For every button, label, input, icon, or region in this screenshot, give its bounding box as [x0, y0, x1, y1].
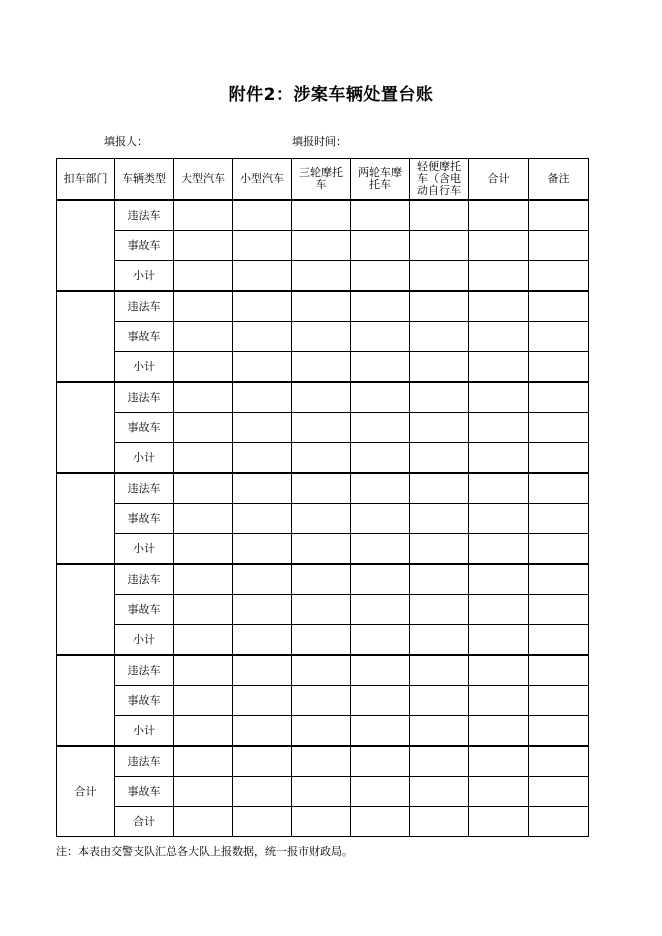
data-cell[interactable]: [174, 473, 233, 504]
data-cell[interactable]: [233, 564, 292, 595]
data-cell[interactable]: [410, 413, 469, 443]
header-vehicle-type: 车辆类型: [115, 159, 174, 201]
data-cell[interactable]: [233, 807, 292, 837]
data-cell[interactable]: [233, 352, 292, 383]
data-cell[interactable]: [174, 261, 233, 292]
data-cell[interactable]: [174, 504, 233, 534]
data-cell[interactable]: [469, 322, 529, 352]
data-cell[interactable]: [292, 231, 351, 261]
data-cell[interactable]: [292, 746, 351, 777]
data-cell[interactable]: [410, 595, 469, 625]
data-cell[interactable]: [529, 443, 589, 474]
table-row: [57, 200, 589, 231]
data-cell[interactable]: [292, 716, 351, 747]
data-cell[interactable]: [469, 291, 529, 322]
dept-cell[interactable]: [57, 291, 115, 382]
data-cell[interactable]: [351, 382, 410, 413]
data-cell[interactable]: [351, 625, 410, 656]
data-cell[interactable]: [469, 352, 529, 383]
data-cell[interactable]: [469, 504, 529, 534]
data-cell[interactable]: [351, 200, 410, 231]
table-row: [57, 625, 589, 656]
data-cell[interactable]: [469, 443, 529, 474]
data-cell[interactable]: [233, 200, 292, 231]
data-cell[interactable]: [292, 534, 351, 565]
data-cell[interactable]: [174, 534, 233, 565]
data-cell[interactable]: [233, 443, 292, 474]
data-cell[interactable]: [469, 716, 529, 747]
data-cell[interactable]: [410, 291, 469, 322]
header-light-motorcycle: 轻便摩托车（含电动自行车: [410, 159, 469, 201]
table-row: [57, 473, 589, 504]
data-cell[interactable]: [292, 322, 351, 352]
data-cell[interactable]: [529, 655, 589, 686]
table-row: [57, 595, 589, 625]
data-cell[interactable]: [529, 382, 589, 413]
data-cell[interactable]: [529, 564, 589, 595]
data-cell[interactable]: [351, 231, 410, 261]
data-cell[interactable]: [351, 746, 410, 777]
table-row: [57, 443, 589, 474]
data-cell[interactable]: [292, 777, 351, 807]
data-cell[interactable]: [292, 655, 351, 686]
vehicle-category-cell: 违法车: [115, 382, 174, 413]
data-cell[interactable]: [529, 716, 589, 747]
data-cell[interactable]: [233, 291, 292, 322]
data-cell[interactable]: [174, 413, 233, 443]
vehicle-category-cell: 事故车: [115, 413, 174, 443]
data-cell[interactable]: [233, 686, 292, 716]
data-cell[interactable]: [292, 595, 351, 625]
vehicle-category-cell: 事故车: [115, 595, 174, 625]
data-cell[interactable]: [292, 382, 351, 413]
data-cell[interactable]: [292, 686, 351, 716]
header-two-wheel-motorcycle: 两轮车摩托车: [351, 159, 410, 201]
data-cell[interactable]: [469, 231, 529, 261]
data-cell[interactable]: [469, 413, 529, 443]
data-cell[interactable]: [351, 413, 410, 443]
data-cell[interactable]: [529, 473, 589, 504]
data-cell[interactable]: [410, 534, 469, 565]
dept-cell[interactable]: [57, 200, 115, 291]
data-cell[interactable]: [529, 746, 589, 777]
data-cell[interactable]: [233, 595, 292, 625]
table-row: [57, 716, 589, 747]
vehicle-category-cell: 小计: [115, 352, 174, 383]
table-row: [57, 413, 589, 443]
data-cell[interactable]: [351, 352, 410, 383]
data-cell[interactable]: [233, 777, 292, 807]
data-cell[interactable]: [292, 504, 351, 534]
header-tricycle: 三轮摩托车: [292, 159, 351, 201]
vehicle-category-cell: 小计: [115, 625, 174, 656]
header-total: 合计: [469, 159, 529, 201]
dept-cell[interactable]: [57, 564, 115, 655]
table-row: [57, 655, 589, 686]
data-cell[interactable]: [529, 595, 589, 625]
data-cell[interactable]: [174, 655, 233, 686]
data-cell[interactable]: [292, 473, 351, 504]
vehicle-category-cell: 事故车: [115, 686, 174, 716]
data-cell[interactable]: [469, 746, 529, 777]
table-row: [57, 746, 589, 777]
vehicle-category-cell: 违法车: [115, 473, 174, 504]
data-cell[interactable]: [469, 534, 529, 565]
data-cell[interactable]: [292, 807, 351, 837]
data-cell[interactable]: [292, 564, 351, 595]
vehicle-category-cell: 小计: [115, 716, 174, 747]
dept-cell[interactable]: [57, 655, 115, 746]
data-cell[interactable]: [469, 261, 529, 292]
data-cell[interactable]: [410, 200, 469, 231]
data-cell[interactable]: [174, 564, 233, 595]
data-cell[interactable]: [410, 807, 469, 837]
data-cell[interactable]: [292, 200, 351, 231]
data-cell[interactable]: [233, 261, 292, 292]
header-large-car: 大型汽车: [174, 159, 233, 201]
data-cell[interactable]: [410, 716, 469, 747]
data-cell[interactable]: [410, 625, 469, 656]
data-cell[interactable]: [469, 686, 529, 716]
table-row: [57, 504, 589, 534]
data-cell[interactable]: [410, 777, 469, 807]
table-header-row: [57, 159, 589, 201]
data-cell[interactable]: [174, 777, 233, 807]
data-cell[interactable]: [410, 504, 469, 534]
vehicle-category-cell: 事故车: [115, 777, 174, 807]
data-cell[interactable]: [351, 807, 410, 837]
data-cell[interactable]: [233, 231, 292, 261]
data-cell[interactable]: [233, 716, 292, 747]
data-cell[interactable]: [529, 534, 589, 565]
data-cell[interactable]: [292, 625, 351, 656]
data-cell[interactable]: [469, 382, 529, 413]
vehicle-category-cell: 事故车: [115, 322, 174, 352]
vehicle-category-cell: 小计: [115, 534, 174, 565]
data-cell[interactable]: [233, 625, 292, 656]
data-cell[interactable]: [410, 655, 469, 686]
data-cell[interactable]: [174, 231, 233, 261]
data-cell[interactable]: [529, 504, 589, 534]
table-row: [57, 352, 589, 383]
dept-cell[interactable]: [57, 473, 115, 564]
data-cell[interactable]: [529, 261, 589, 292]
header-dept: 扣车部门: [57, 159, 115, 201]
report-time-label: 填报时间：: [292, 135, 347, 148]
data-cell[interactable]: [351, 716, 410, 747]
data-cell[interactable]: [233, 746, 292, 777]
data-cell[interactable]: [351, 595, 410, 625]
data-cell[interactable]: [410, 443, 469, 474]
data-cell[interactable]: [292, 413, 351, 443]
data-cell[interactable]: [233, 534, 292, 565]
data-cell[interactable]: [529, 291, 589, 322]
data-cell[interactable]: [469, 625, 529, 656]
vehicle-category-cell: 事故车: [115, 231, 174, 261]
vehicle-category-cell: 违法车: [115, 746, 174, 777]
data-cell[interactable]: [469, 564, 529, 595]
data-cell[interactable]: [174, 382, 233, 413]
data-cell[interactable]: [351, 261, 410, 292]
reporter-label: 填报人：: [104, 135, 148, 148]
data-cell[interactable]: [529, 625, 589, 656]
table-row: [57, 777, 589, 807]
data-cell[interactable]: [410, 322, 469, 352]
data-cell[interactable]: [469, 595, 529, 625]
data-cell[interactable]: [351, 291, 410, 322]
data-cell[interactable]: [233, 322, 292, 352]
data-cell[interactable]: [174, 686, 233, 716]
table-row: [57, 291, 589, 322]
data-cell[interactable]: [233, 655, 292, 686]
data-cell[interactable]: [410, 352, 469, 383]
data-cell[interactable]: [174, 746, 233, 777]
data-cell[interactable]: [233, 382, 292, 413]
table-row: [57, 807, 589, 837]
data-cell[interactable]: [233, 413, 292, 443]
table-body: [57, 200, 589, 837]
data-cell[interactable]: [410, 382, 469, 413]
data-cell[interactable]: [292, 261, 351, 292]
vehicle-ledger-table: [56, 158, 589, 837]
data-cell[interactable]: [410, 231, 469, 261]
data-cell[interactable]: [410, 473, 469, 504]
data-cell[interactable]: [351, 686, 410, 716]
data-cell[interactable]: [174, 443, 233, 474]
data-cell[interactable]: [469, 807, 529, 837]
data-cell[interactable]: [174, 625, 233, 656]
data-cell[interactable]: [469, 777, 529, 807]
data-cell[interactable]: [529, 322, 589, 352]
data-cell[interactable]: [529, 413, 589, 443]
header-small-car: 小型汽车: [233, 159, 292, 201]
data-cell[interactable]: [174, 322, 233, 352]
vehicle-category-cell: 小计: [115, 261, 174, 292]
data-cell[interactable]: [174, 807, 233, 837]
data-cell[interactable]: [174, 291, 233, 322]
data-cell[interactable]: [351, 534, 410, 565]
data-cell[interactable]: [529, 777, 589, 807]
data-cell[interactable]: [351, 473, 410, 504]
table-row: [57, 322, 589, 352]
data-cell[interactable]: [529, 686, 589, 716]
data-cell[interactable]: [529, 807, 589, 837]
table-row: [57, 382, 589, 413]
data-cell[interactable]: [469, 473, 529, 504]
table-row: [57, 231, 589, 261]
vehicle-category-cell: 小计: [115, 443, 174, 474]
footnote: 注：本表由交警支队汇总各大队上报数据，统一报市财政局。: [56, 845, 353, 858]
data-cell[interactable]: [233, 473, 292, 504]
data-cell[interactable]: [529, 200, 589, 231]
dept-cell[interactable]: [57, 382, 115, 473]
data-cell[interactable]: [469, 200, 529, 231]
data-cell[interactable]: [351, 322, 410, 352]
vehicle-category-cell: 合计: [115, 807, 174, 837]
table-row: [57, 686, 589, 716]
table-row: [57, 564, 589, 595]
header-remarks: 备注: [529, 159, 589, 201]
data-cell[interactable]: [292, 291, 351, 322]
data-cell[interactable]: [174, 200, 233, 231]
data-cell[interactable]: [351, 504, 410, 534]
data-cell[interactable]: [410, 746, 469, 777]
data-cell[interactable]: [351, 564, 410, 595]
page-title: 附件2：涉案车辆处置台账: [228, 85, 434, 105]
table-row: [57, 534, 589, 565]
data-cell[interactable]: [351, 777, 410, 807]
data-cell[interactable]: [292, 443, 351, 474]
vehicle-category-cell: 违法车: [115, 564, 174, 595]
data-cell[interactable]: [529, 231, 589, 261]
data-cell[interactable]: [174, 716, 233, 747]
vehicle-category-cell: 违法车: [115, 200, 174, 231]
vehicle-category-cell: 违法车: [115, 291, 174, 322]
data-cell[interactable]: [410, 686, 469, 716]
data-cell[interactable]: [529, 352, 589, 383]
data-cell[interactable]: [410, 261, 469, 292]
data-cell[interactable]: [174, 352, 233, 383]
table-row: [57, 261, 589, 292]
dept-cell[interactable]: 合计: [57, 746, 115, 837]
data-cell[interactable]: [292, 352, 351, 383]
data-cell[interactable]: [410, 564, 469, 595]
data-cell[interactable]: [174, 595, 233, 625]
data-cell[interactable]: [233, 504, 292, 534]
vehicle-category-cell: 违法车: [115, 655, 174, 686]
vehicle-category-cell: 事故车: [115, 504, 174, 534]
data-cell[interactable]: [351, 655, 410, 686]
data-cell[interactable]: [469, 655, 529, 686]
data-cell[interactable]: [351, 443, 410, 474]
